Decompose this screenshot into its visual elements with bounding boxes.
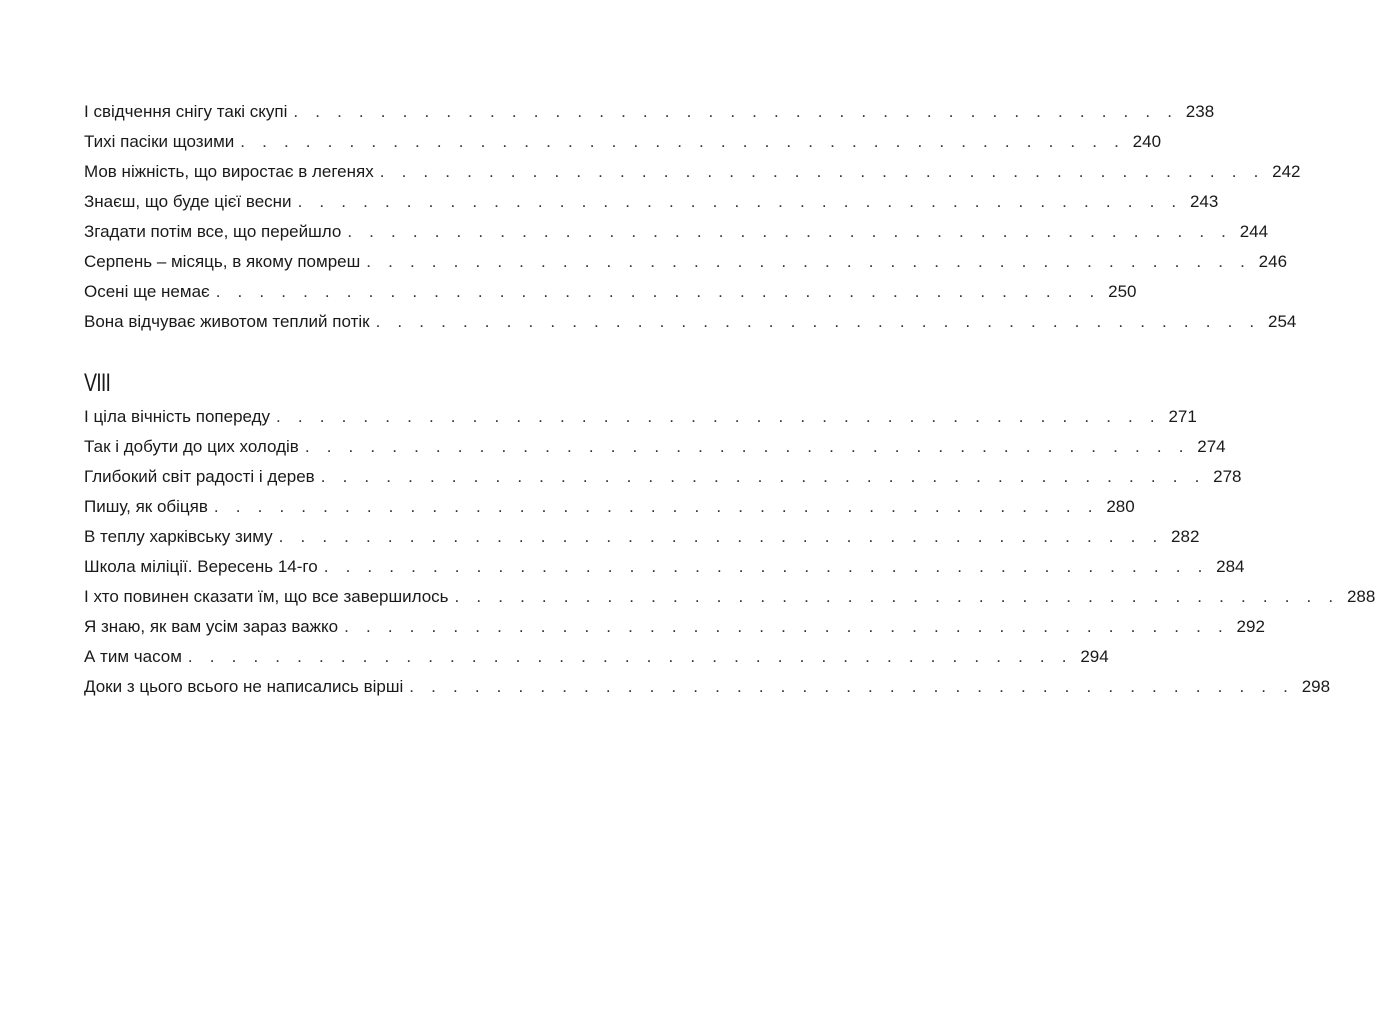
toc-dot-leader: . . . . . . . . . . . . . . . . . . . . . . . . . . . . . . . . . . . . . . . . .	[347, 222, 1233, 241]
toc-entry[interactable]	[84, 157, 1301, 187]
toc-entry-page: 240	[1132, 132, 1162, 151]
toc-dot-leader: . . . . . . . . . . . . . . . . . . . . . . . . . . . . . . . . . . . . . . . . .	[379, 162, 1265, 181]
toc-entry[interactable]	[84, 97, 1215, 127]
toc-dot-leader: . . . . . . . . . . . . . . . . . . . . . . . . . . . . . . . . . . . . . . . . .	[276, 407, 1161, 426]
toc-entry-page: 254	[1267, 312, 1297, 331]
toc-dot-leader: . . . . . . . . . . . . . . . . . . . . . . . . . . . . . . . . . . . . . . . . .	[304, 437, 1190, 456]
toc-entry-title: Мов ніжність, що виростає в легенях	[84, 162, 374, 181]
toc-dot-leader: . . . . . . . . . . . . . . . . . . . . . . . . . . . . . . . . . . . . . . . . .	[278, 527, 1164, 546]
toc-entry-page: 238	[1185, 102, 1215, 121]
toc-dot-leader: . . . . . . . . . . . . . . . . . . . . . . . . . . . . . . . . . . . . . . . . .	[187, 647, 1073, 666]
section-heading: VIII	[84, 369, 111, 397]
toc-dot-leader: . . . . . . . . . . . . . . . . . . . . . . . . . . . . . . . . . . . . . . . . .	[240, 132, 1126, 151]
toc-entry-title: Згадати потім все, що перейшло	[84, 222, 342, 241]
toc-dot-leader: . . . . . . . . . . . . . . . . . . . . . . . . . . . . . . . . . . . . . . . . .	[213, 497, 1099, 516]
toc-entry-title: Глибокий світ радості і дерев	[84, 467, 315, 486]
toc-entry[interactable]	[84, 217, 1269, 247]
toc-entry[interactable]	[84, 247, 1288, 277]
toc-dot-leader: . . . . . . . . . . . . . . . . . . . . . . . . . . . . . . . . . . . . . . . . .	[344, 617, 1229, 636]
toc-dot-leader: . . . . . . . . . . . . . . . . . . . . . . . . . . . . . . . . . . . . . . . . .	[366, 252, 1252, 271]
toc-section-1-list	[84, 97, 1301, 337]
toc-dot-leader: . . . . . . . . . . . . . . . . . . . . . . . . . . . . . . . . . . . . . . . . .	[297, 192, 1183, 211]
toc-dot-leader: . . . . . . . . . . . . . . . . . . . . . . . . . . . . . . . . . . . . . . . . .	[323, 557, 1209, 576]
toc-entry[interactable]	[84, 612, 1265, 642]
toc-section-2-list	[84, 402, 1375, 702]
toc-entry[interactable]	[84, 642, 1109, 672]
toc-entry[interactable]	[84, 672, 1331, 702]
toc-entry-page: 292	[1236, 617, 1265, 636]
toc-dot-leader: . . . . . . . . . . . . . . . . . . . . . . . . . . . . . . . . . . . . . . . . .	[215, 282, 1101, 301]
toc-entry-page: 246	[1258, 252, 1288, 271]
toc-entry-title: І ціла вічність попереду	[84, 407, 271, 426]
toc-entry-title: Я знаю, як вам усім зараз важко	[84, 617, 339, 636]
toc-entry-title: І хто повинен сказати їм, що все завершилось	[84, 587, 449, 606]
toc-entry-page: 250	[1108, 282, 1137, 301]
toc-entry-title: Серпень – місяць, в якому помреш	[84, 252, 361, 271]
toc-entry-title: Так і добути до цих холодів	[84, 437, 299, 456]
toc-entry[interactable]	[84, 462, 1242, 492]
toc-entry-page: 244	[1239, 222, 1269, 241]
toc-entry-page: 294	[1080, 647, 1109, 666]
toc-entry[interactable]	[84, 277, 1137, 307]
toc-entry-title: Знаєш, що буде цієї весни	[84, 192, 292, 211]
toc-entry[interactable]	[84, 402, 1197, 432]
toc-entry-page: 271	[1168, 407, 1197, 426]
toc-entry-title: Пишу, як обіцяв	[84, 497, 208, 516]
toc-entry-page: 288	[1346, 587, 1375, 606]
toc-dot-leader: . . . . . . . . . . . . . . . . . . . . . . . . . . . . . . . . . . . . . . . . .	[409, 677, 1295, 696]
toc-entry-page: 280	[1106, 497, 1135, 516]
toc-entry[interactable]	[84, 582, 1375, 612]
toc-entry[interactable]	[84, 307, 1297, 337]
toc-entry-title: Осені ще немає	[84, 282, 210, 301]
toc-entry-title: Доки з цього всього не написались вірші	[84, 677, 404, 696]
toc-entry-page: 282	[1171, 527, 1200, 546]
table-of-contents	[84, 97, 1375, 702]
toc-entry-page: 284	[1216, 557, 1245, 576]
toc-entry[interactable]	[84, 552, 1245, 582]
toc-entry[interactable]	[84, 522, 1200, 552]
toc-entry-title: Школа міліції. Вересень 14-го	[84, 557, 318, 576]
toc-entry-title: А тим часом	[84, 647, 182, 666]
toc-entry[interactable]	[84, 492, 1135, 522]
toc-dot-leader: . . . . . . . . . . . . . . . . . . . . . . . . . . . . . . . . . . . . . . . . .	[454, 587, 1340, 606]
toc-entry[interactable]	[84, 127, 1162, 157]
toc-entry-page: 243	[1189, 192, 1219, 211]
toc-entry-title: І свідчення снігу такі скупі	[84, 102, 288, 121]
toc-entry-title: Тихі пасіки щозими	[84, 132, 235, 151]
toc-dot-leader: . . . . . . . . . . . . . . . . . . . . . . . . . . . . . . . . . . . . . . . . .	[320, 467, 1206, 486]
toc-entry-title: В теплу харківську зиму	[84, 527, 273, 546]
toc-entry-title: Вона відчуває животом теплий потік	[84, 312, 370, 331]
toc-entry[interactable]	[84, 187, 1219, 217]
toc-dot-leader: . . . . . . . . . . . . . . . . . . . . . . . . . . . . . . . . . . . . . . . . .	[293, 102, 1179, 121]
toc-entry-page: 274	[1197, 437, 1226, 456]
toc-entry-page: 278	[1213, 467, 1242, 486]
toc-dot-leader: . . . . . . . . . . . . . . . . . . . . . . . . . . . . . . . . . . . . . . . . .	[375, 312, 1261, 331]
toc-entry-page: 298	[1301, 677, 1331, 696]
toc-entry-page: 242	[1272, 162, 1301, 181]
toc-entry[interactable]	[84, 432, 1226, 462]
